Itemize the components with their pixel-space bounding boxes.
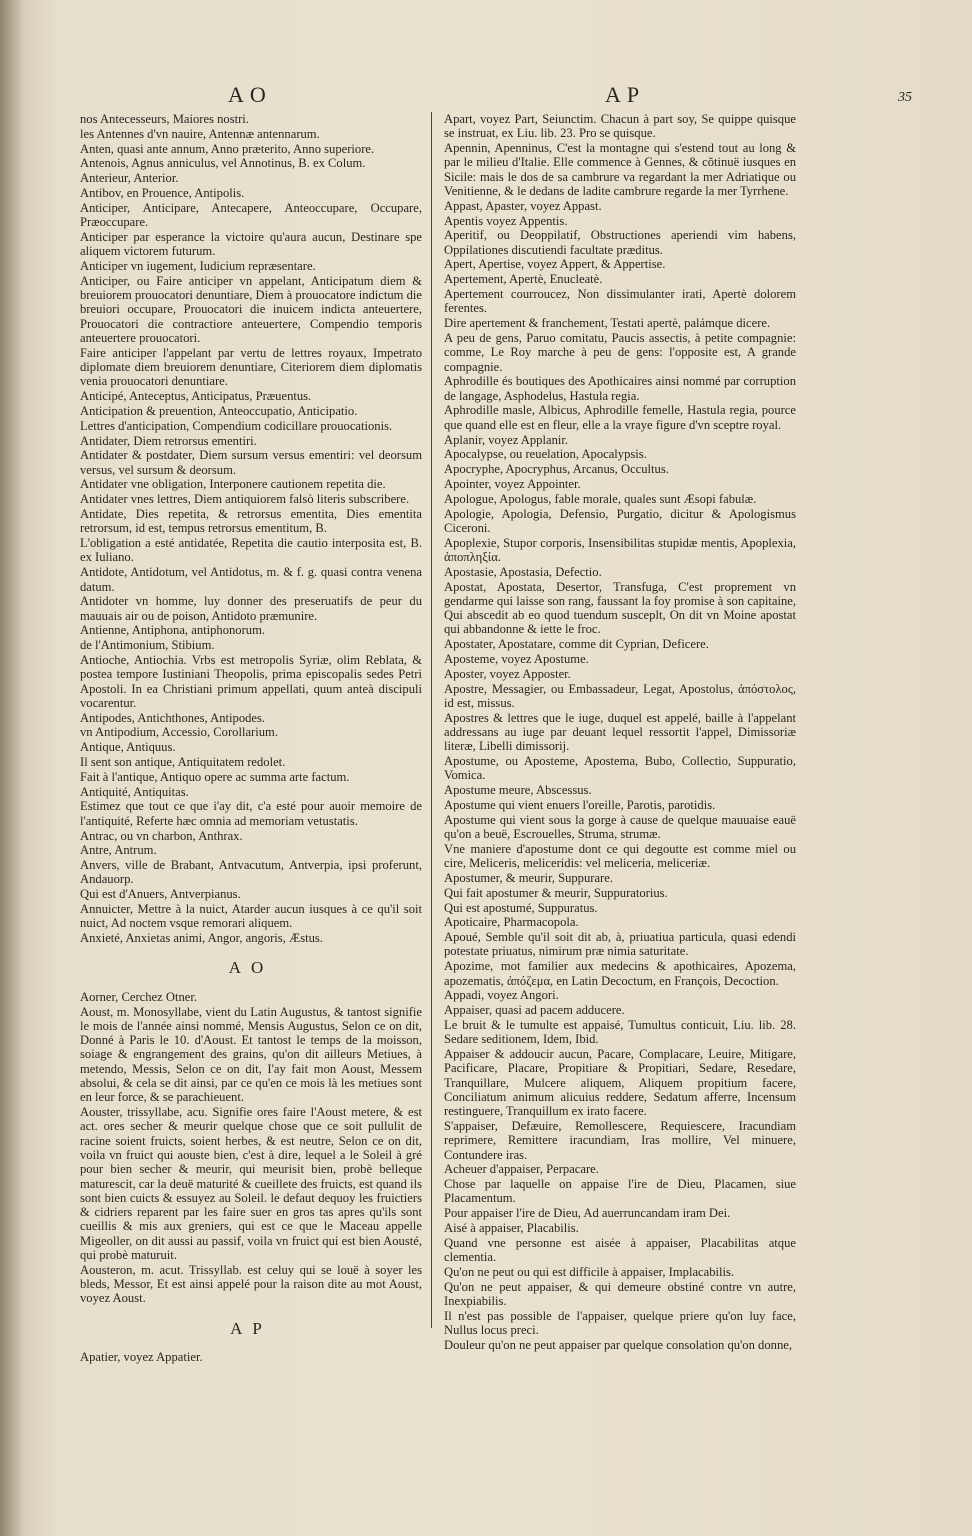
dictionary-entry: Apostres & lettres que le iuge, duquel est appelé, baille à l'appelant addressans au iuge par deuant lequel ressortit l'appel, Dimissoriæ literæ, Libelli dimissorij. <box>444 710 796 754</box>
dictionary-entry: Antidoter vn homme, luy donner des preseruatifs de peur du mauuais air ou de poison, Antidoto præmunire. <box>80 594 422 623</box>
dictionary-entry: Aplanir, voyez Applanir. <box>444 432 569 447</box>
dictionary-entry: Apocalypse, ou reuelation, Apocalypsis. <box>444 447 647 462</box>
dictionary-entry: Apostume, ou Aposteme, Apostema, Bubo, Collectio, Suppuratio, Vomica. <box>444 754 796 783</box>
dictionary-entry: Antidate, Dies repetita, & retrorsus ementita, Dies ementita retrorsum, id est, tempus retrorsus ementitum, B. <box>80 507 422 536</box>
dictionary-entry: Anticiper, ou Faire anticiper vn appelant, Anticipatum diem & breuiorem prouocatori denuntiare, Diem à prouocatore indictum die breuiori occupare, Prouocatori die inuicem indicta anteuertere, Prouocatori die contractiore anteuertere, Compendio temporis anteuertere prouocatori. <box>80 273 423 345</box>
dictionary-entry: Aoust, m. Monosyllabe, vient du Latin Augustus, & tantost signifie le mois de l'année ainsi nommé, Mensis Augustus, Selon ce on dit, Donné à Paris le 10. d'Aoust. Et tantost le temps de la moisson, soiage & engrangement des grains, qu'on dit ailleurs Metiues, à metendo, Messis, Selon ce on dit, I'ay fait mon Aoust, Messem absolui, & cela se dit ainsi, par ce qu'en ce mois là les metiues sont en leur force, & se parachieuent. <box>80 1004 422 1105</box>
dictionary-entry: Apennin, Apenninus, C'est la montagne qui s'estend tout au long & par le milieu d'Italie. Elle commence à Gennes, & cõtinuë iusques en Sicile: mais le dos de sa cambrure va regardant la mer Adriatique ou Venitienne, & le dedans de ladite cambrure regarde la mer Tyrrhene. <box>444 141 796 198</box>
dictionary-entry: Anticiper par esperance la victoire qu'aura aucun, Destinare spe aliquem victorem futurum. <box>80 229 422 259</box>
dictionary-entry: Anxieté, Anxietas animi, Angor, angoris, Æstus. <box>80 931 323 946</box>
dictionary-entry: Aorner, Cerchez Otner. <box>80 989 197 1004</box>
dictionary-entry: A peu de gens, Paruo comitatu, Paucis assectis, à petite compagnie: comme, Le Roy marche à peu de gens: l'opposite est, A grande compagnie. <box>444 330 796 374</box>
dictionary-entry: Anticipation & preuention, Anteoccupatio, Anticipatio. <box>80 403 358 418</box>
dictionary-entry: Antidater vne obligation, Interponere cautionem repetita die. <box>80 477 386 492</box>
dictionary-entry: Antienne, Antiphona, antiphonorum. <box>80 623 266 638</box>
dictionary-entry: Apostasie, Apostasia, Defectio. <box>444 564 602 579</box>
dictionary-entry: Aousteron, m. acut. Trissyllab. est celuy qui se louë à soyer les bleds, Messor, Et est ainsi appelé pour la raison dite au mot Aoust, voyez Aoust. <box>80 1262 422 1306</box>
dictionary-entry: Apostater, Apostatare, comme dit Cyprian, Deficere. <box>444 637 709 652</box>
dictionary-entry: Antrac, ou vn charbon, Anthrax. <box>80 828 243 843</box>
dictionary-entry: Il sent son antique, Antiquitatem redolet. <box>80 755 286 770</box>
binding-gutter <box>0 0 24 1536</box>
dictionary-entry: Apostume qui vient sous la gorge à cause de quelque mauuaise eauë qu'on a beuë, Escrouelles, Struma, strumæ. <box>444 812 796 842</box>
dictionary-entry: Appaiser, quasi ad pacem adducere. <box>444 1003 625 1018</box>
dictionary-entry: Antipodes, Antichthones, Antipodes. <box>80 710 266 725</box>
section-heading: AO <box>228 958 274 978</box>
dictionary-entry: les Antennes d'vn nauire, Antennæ antennarum. <box>80 126 320 141</box>
dictionary-entry: Apozime, mot familier aux medecins & apothicaires, Apozema, apozematis, ἀπόζεμα, en Latin Decoctum, en François, Decoction. <box>444 959 796 988</box>
dictionary-entry: Apentis voyez Appentis. <box>444 213 568 228</box>
dictionary-entry: Antidater & postdater, Diem sursum versus ementiri: vel deorsum versus, vel sursum & deorsum. <box>80 448 422 477</box>
dictionary-entry: Apostre, Messagier, ou Embassadeur, Legat, Apostolus, ἀπόστολος, id est, missus. <box>444 681 796 710</box>
section-heading: AP <box>230 1318 272 1338</box>
dictionary-entry: Dire apertement & franchement, Testati apertè, palámque dicere. <box>444 316 771 331</box>
dictionary-entry: Aperitif, ou Deoppilatif, Obstructiones aperiendi vim habens, Oppilationes discutiendi facultate præditus. <box>444 228 796 257</box>
dictionary-entry: Antique, Antiquus. <box>80 740 176 755</box>
dictionary-entry: Le bruit & le tumulte est appaisé, Tumultus conticuit, Liu. lib. 28. Sedare seditionem, Idem, Ibid. <box>444 1017 796 1047</box>
dictionary-entry: Anticiper, Anticipare, Antecapere, Anteoccupare, Occupare, Præoccupare. <box>80 200 422 230</box>
dictionary-entry: Anterieur, Anterior. <box>80 171 179 186</box>
page-number: 35 <box>898 90 912 105</box>
dictionary-entry: Annuicter, Mettre à la nuict, Atarder aucun iusques à ce qu'il soit nuict, Ad noctem vsque remorari aliquem. <box>80 902 422 931</box>
column-rule <box>431 112 432 1328</box>
dictionary-entry: Lettres d'anticipation, Compendium codicillare prouocationis. <box>80 418 393 433</box>
dictionary-entry: Appaiser & addoucir aucun, Pacare, Complacare, Leuire, Mitigare, Pacificare, Placare, Propitiare & Propitiari, Sedare, Resedare, Tranquillare, Mulcere aliquem, Aliquem propitium facere, Conciliatum animum alicuius reddere, Sedatum afferre, Incensum restinguere, Tranquillum ex irato facere. <box>444 1047 796 1119</box>
dictionary-entry: Appadi, voyez Angori. <box>444 988 559 1003</box>
dictionary-entry: Acheuer d'appaiser, Perpacare. <box>444 1162 599 1177</box>
dictionary-entry: Apatier, voyez Appatier. <box>80 1350 203 1365</box>
dictionary-entry: Antre, Antrum. <box>80 843 157 858</box>
dictionary-entry: Qu'on ne peut ou qui est difficile à appaiser, Implacabilis. <box>444 1264 735 1279</box>
dictionary-entry: S'appaiser, Defæuire, Remollescere, Requiescere, Iracundiam reprimere, Remittere iracundiam, Iras mollire, Vel minuere, Contundere iras. <box>444 1118 796 1162</box>
dictionary-entry: Aouster, trissyllabe, acu. Signifie ores faire l'Aoust metere, & est act. ores secher & meurir quelque chose que ce soit pullulit de racine soient fruicts, soient herbes, & est neutre, Selon ce on dit, voila vn fruict qui aouste bien, c'est à dire, lequel a le Soleil à gré pour bien secher & meurir, qui meurisit bien, probè belleque maturescit, car la deuë maturité & cueillete des fruicts, est quand ils sont bien cuicts & essuyez au Soleil. le defaut dequoy les fruictiers & cidriers reparent par les faire suer en gros tas apres qu'ils sont cueillis & mis aux greniers, qui est ce que le Maceau appelle Migeoller, on dit aussi au passif, voila vn fruict qui est bien Aousté, qui probè maturuit. <box>80 1105 422 1263</box>
dictionary-entry: Apostat, Apostata, Desertor, Transfuga, C'est proprement vn gendarme qui laisse son rang, faussant la foy promise à son capitaine, Qui abscedit ab eo quod tuendum susceplt, On dit vn Moine apostat qui abbandonne & iette le froc. <box>444 579 796 637</box>
dictionary-entry: Apoué, Semble qu'il soit dit ab, à, priuatiua particula, quasi edendi potestate priuatus, nimirum præ nimia saturitate. <box>444 930 796 959</box>
dictionary-entry: Anten, quasi ante annum, Anno præterito, Anno superiore. <box>80 141 375 156</box>
running-head-left: AO <box>228 82 272 107</box>
dictionary-entry: Apologue, Apologus, fable morale, quales sunt Æsopi fabulæ. <box>444 491 757 506</box>
dictionary-entry: Antidater, Diem retrorsus ementiri. <box>80 433 257 448</box>
dictionary-entry: Apostume qui vient enuers l'oreille, Parotis, parotidis. <box>444 797 716 812</box>
dictionary-entry: Aposteme, voyez Apostume. <box>444 651 589 666</box>
dictionary-entry: Antenois, Agnus anniculus, vel Annotinus, B. ex Colum. <box>80 156 366 171</box>
dictionary-entry: Appast, Apaster, voyez Appast. <box>444 198 602 213</box>
dictionary-entry: Apocryphe, Apocryphus, Arcanus, Occultus. <box>444 462 669 477</box>
dictionary-entry: Fait à l'antique, Antiquo opere ac summa arte factum. <box>80 769 350 784</box>
dictionary-entry: Apoticaire, Pharmacopola. <box>444 915 579 930</box>
dictionary-entry: Apointer, voyez Appointer. <box>444 476 581 491</box>
dictionary-entry: Qu'on ne peut appaiser, & qui demeure obstiné contre vn autre, Inexpiabilis. <box>444 1279 796 1309</box>
dictionary-entry: Antidater vnes lettres, Diem antiquiorem falsò literis subscribere. <box>80 492 410 507</box>
right-column <box>444 112 796 1353</box>
dictionary-entry: Anticiper vn iugement, Iudicium repræsentare. <box>80 258 316 273</box>
dictionary-entry: Qui est apostumé, Suppuratus. <box>444 900 598 915</box>
dictionary-entry: Chose par laquelle on appaise l'ire de Dieu, Placamen, siue Placamentum. <box>444 1177 796 1206</box>
dictionary-entry: Douleur qu'on ne peut appaiser par quelque consolation qu'on donne, <box>444 1337 792 1352</box>
dictionary-entry: Estimez que tout ce que i'ay dit, c'a esté pour auoir memoire de l'antiquité, Referte hæc omnia ad memoriam vetustatis. <box>80 799 422 828</box>
dictionary-entry: Aphrodille masle, Albicus, Aphrodille femelle, Hastula regia, pource que quand elle est en fleur, elle a la vraye figure d'vn sceptre royal. <box>444 403 796 432</box>
dictionary-entry: nos Antecesseurs, Maiores nostri. <box>80 112 249 126</box>
dictionary-entry: Antidote, Antidotum, vel Antidotus, m. & f. g. quasi contra venena datum. <box>80 565 422 594</box>
dictionary-entry: Apostume meure, Abscessus. <box>444 783 592 798</box>
dictionary-entry: Qui est d'Anuers, Antverpianus. <box>80 887 241 902</box>
dictionary-entry: Antibov, en Prouence, Antipolis. <box>80 185 245 200</box>
dictionary-entry: Apoplexie, Stupor corporis, Insensibilitas stupidæ mentis, Apoplexia, ἀποπληξία. <box>444 535 796 564</box>
dictionary-entry: Apart, voyez Part, Seiunctim. Chacun à part soy, Se quippe quisque se instruat, ex Liu. lib. 23. Pro se quisque. <box>444 112 796 141</box>
left-column <box>80 112 422 1365</box>
dictionary-entry: vn Antipodium, Accessio, Corollarium. <box>80 725 278 740</box>
dictionary-entry: Qui fait apostumer & meurir, Suppuratorius. <box>444 885 668 900</box>
running-head-right: AP <box>605 82 646 107</box>
dictionary-entry: Apologie, Apologia, Defensio, Purgatio, dicitur & Apologismus Ciceroni. <box>444 506 796 535</box>
dictionary-entry: Aposter, voyez Apposter. <box>444 666 571 681</box>
dictionary-entry: Antioche, Antiochia. Vrbs est metropolis Syriæ, olim Reblata, & postea tempore Iustiniani Theopolis, prima episcopalis sedes Petri Apostoli. In ea Christiani primum appellati, quum anteà discipuli vocarentur. <box>80 652 422 710</box>
dictionary-entry: Faire anticiper l'appelant par vertu de lettres royaux, Impetrato diplomate diem breuiorem denuntiare, Citeriorem diem diplomatis venia prouocatori denuntiare. <box>80 345 422 389</box>
dictionary-entry: Quand vne personne est aisée à appaiser, Placabilitas atque clementia. <box>444 1235 796 1265</box>
dictionary-entry: Pour appaiser l'ire de Dieu, Ad auerruncandam iram Dei. <box>444 1206 731 1221</box>
dictionary-entry: Il n'est pas possible de l'appaiser, quelque priere qu'on luy face, Nullus locus preci. <box>444 1308 796 1338</box>
dictionary-entry: Apertement courroucez, Non dissimulanter irati, Apertè dolorem ferentes. <box>444 287 796 316</box>
dictionary-entry: Vne maniere d'apostume dont ce qui degoutte est comme miel ou cire, Meliceris, meliceridis: vel meliceria, meliceriæ. <box>444 841 796 871</box>
dictionary-entry: Apert, Apertise, voyez Appert, & Appertise. <box>444 257 666 272</box>
dictionary-entry: Anvers, ville de Brabant, Antvacutum, Antverpia, ipsi proferunt, Andauorp. <box>80 858 422 887</box>
dictionary-entry: de l'Antimonium, Stibium. <box>80 638 215 653</box>
dictionary-entry: Aisé à appaiser, Placabilis. <box>444 1221 579 1236</box>
dictionary-entry: Apostumer, & meurir, Suppurare. <box>444 870 613 885</box>
dictionary-entry: L'obligation a esté antidatée, Repetita die cautio interposita est, B. ex Iuliano. <box>80 536 422 565</box>
dictionary-entry: Apertement, Apertè, Enucleatè. <box>444 272 603 287</box>
dictionary-entry: Antiquité, Antiquitas. <box>80 784 189 799</box>
dictionary-entry: Anticipé, Anteceptus, Anticipatus, Præuentus. <box>80 389 312 404</box>
dictionary-entry: Aphrodille és boutiques des Apothicaires ainsi nommé par corruption de langage, Asphodelus, Hastula regia. <box>444 374 796 403</box>
